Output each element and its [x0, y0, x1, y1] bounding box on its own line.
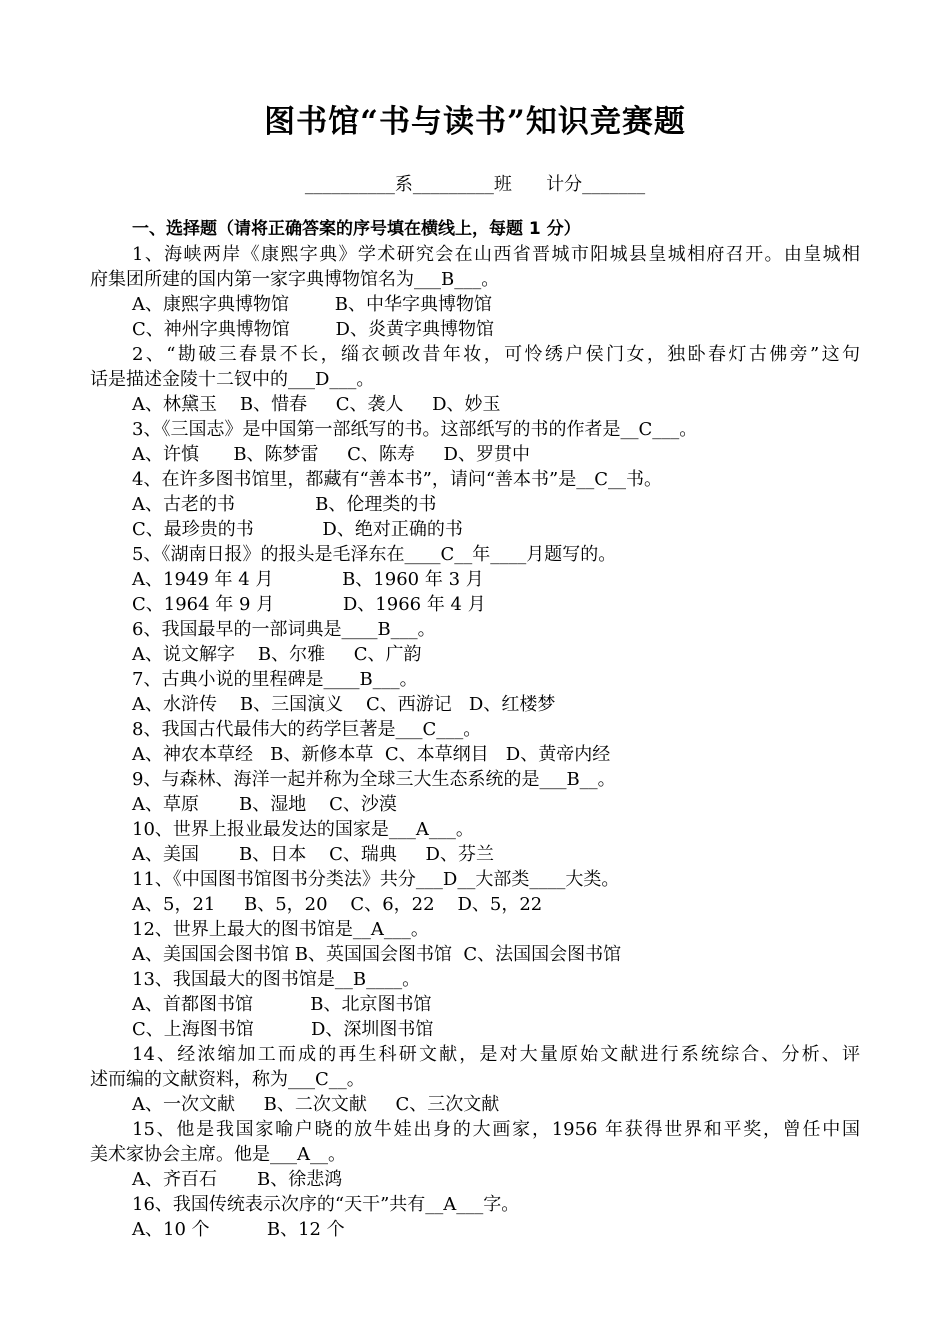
- answer-options: C、上海图书馆 D、深圳图书馆: [132, 1019, 434, 1040]
- question-text: 4、在许多图书馆里，都藏有“善本书”，请问“善本书”是__C__书。: [132, 469, 663, 490]
- answer-options: A、10 个 B、12 个: [132, 1219, 345, 1240]
- question-text: 10、世界上报业最发达的国家是___A___。: [132, 819, 474, 840]
- question-text: 7、古典小说的里程碑是____B___。: [132, 669, 418, 690]
- answer-options: A、草原 B、湿地 C、沙漠: [132, 794, 397, 815]
- answer-options: A、5，21 B、5，20 C、6，22 D、5，22: [132, 894, 543, 915]
- question-text: 话是描述金陵十二钗中的___D___。: [90, 369, 375, 390]
- answer-options: A、首都图书馆 B、北京图书馆: [132, 994, 432, 1015]
- answer-options: A、美国 B、日本 C、瑞典 D、芬兰: [132, 844, 494, 865]
- class-score-line: __________系_________班 计分_______: [304, 174, 646, 195]
- question-text: 8、我国古代最伟大的药学巨著是___C___。: [132, 719, 482, 740]
- document-title: 图书馆“书与读书”知识竞赛题: [264, 104, 686, 140]
- answer-options: A、水浒传 B、三国演义 C、西游记 D、红楼梦: [132, 694, 556, 715]
- question-list: [90, 217, 860, 1242]
- answer-options: A、齐百石 B、徐悲鸿: [132, 1169, 343, 1190]
- answer-options: A、1949 年 4 月 B、1960 年 3 月: [132, 569, 484, 590]
- answer-options: A、美国国会图书馆 B、英国国会图书馆 C、法国国会图书馆: [132, 944, 622, 965]
- question-text: 16、我国传统表示次序的“天干”共有__A___字。: [132, 1194, 520, 1215]
- question-text: 5、《湖南日报》的报头是毛泽东在____C__年____月题写的。: [132, 544, 617, 565]
- section-heading: 一、选择题（请将正确答案的序号填在横线上，每题 1 分）: [132, 219, 581, 239]
- question-text: 14、经浓缩加工而成的再生科研文献，是对大量原始文献进行系统综合、分析、评: [132, 1044, 860, 1065]
- question-text: 3、《三国志》是中国第一部纸写的书。这部纸写的书的作者是__C___。: [132, 419, 698, 440]
- question-text: 美术家协会主席。他是___A__。: [90, 1144, 346, 1165]
- answer-options: C、神州字典博物馆 D、炎黄字典博物馆: [132, 319, 494, 340]
- question-text: 15、他是我国家喻户晓的放牛娃出身的大画家，1956 年获得世界和平奖，曾任中国: [132, 1119, 860, 1140]
- answer-options: A、古老的书 B、伦理类的书: [132, 494, 437, 515]
- answer-options: A、一次文献 B、二次文献 C、三次文献: [132, 1094, 500, 1115]
- question-text: 2、“勘破三春景不长，缁衣顿改昔年妆，可怜绣户侯门女，独卧春灯古佛旁”这句: [132, 344, 860, 365]
- answer-options: A、林黛玉 B、惜春 C、袭人 D、妙玉: [132, 394, 501, 415]
- question-text: 述而编的文献资料，称为___C__。: [90, 1069, 365, 1090]
- question-text: 1、海峡两岸《康熙字典》学术研究会在山西省晋城市阳城县皇城相府召开。由皇城相: [132, 244, 860, 265]
- answer-options: C、1964 年 9 月 D、1966 年 4 月: [132, 594, 486, 615]
- answer-options: A、康熙字典博物馆 B、中华字典博物馆: [132, 294, 492, 315]
- answer-options: A、神农本草经 B、新修本草 C、本草纲目 D、黄帝内经: [132, 744, 611, 765]
- answer-options: C、最珍贵的书 D、绝对正确的书: [132, 519, 463, 540]
- answer-options: A、说文解字 B、尔雅 C、广韵: [132, 644, 422, 665]
- question-text: 6、我国最早的一部词典是____B___。: [132, 619, 436, 640]
- question-text: 府集团所建的国内第一家字典博物馆名为___B___。: [90, 269, 500, 290]
- question-text: 9、与森林、海洋一起并称为全球三大生态系统的是___B__。: [132, 769, 616, 790]
- question-text: 13、我国最大的图书馆是__B____。: [132, 969, 421, 990]
- question-text: 12、世界上最大的图书馆是__A___。: [132, 919, 429, 940]
- question-text: 11、《中国图书馆图书分类法》共分___D__大部类____大类。: [132, 869, 620, 890]
- answer-options: A、许慎 B、陈梦雷 C、陈寿 D、罗贯中: [132, 444, 530, 465]
